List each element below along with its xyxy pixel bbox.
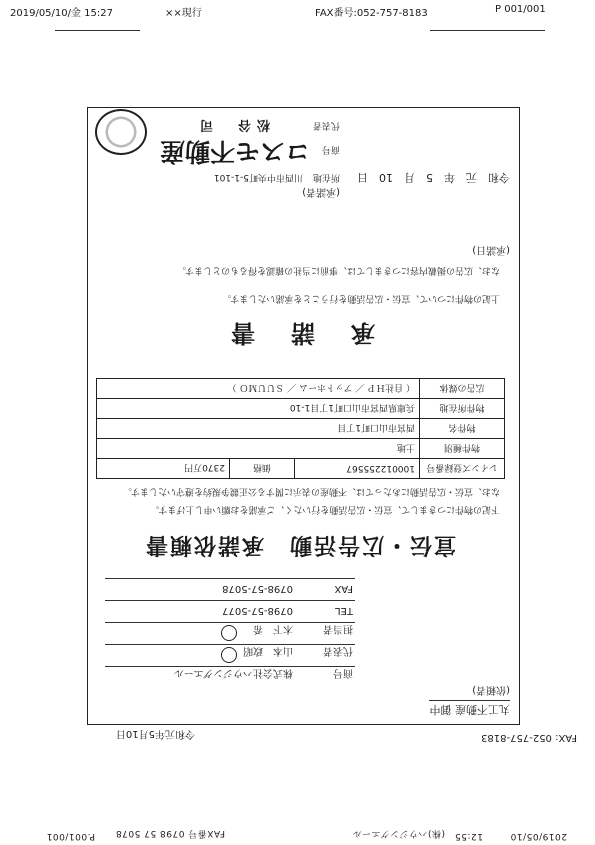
- field-value: 株式会社ハウジングエール: [173, 667, 293, 678]
- approver-address: 川西市中央町5-1-101: [213, 172, 303, 182]
- property-address-label: 物件所在地: [420, 399, 505, 419]
- property-type-label: 物件種別: [420, 439, 505, 459]
- field-label: FAX: [334, 583, 353, 594]
- request-title: 宣伝・広告活動 承諾依頼書: [144, 532, 457, 557]
- approver-representative-name: 松谷 司: [193, 117, 270, 132]
- property-name-label: 物件名: [420, 419, 505, 439]
- approval-date-heading: (承諾日): [472, 244, 510, 255]
- request-date: 令和元年5月10日: [115, 728, 195, 739]
- addressee: 丸工不動産 御中: [430, 700, 511, 718]
- requester-representative-row: [105, 644, 355, 665]
- requester-tel-row: [105, 600, 355, 621]
- sent-fax-number: FAX番号 0798 57 5078: [115, 828, 225, 838]
- property-type-value: 土地: [97, 439, 420, 459]
- table-row: [97, 399, 505, 419]
- company-seal: [95, 109, 147, 155]
- reins-number: 100012255567: [295, 459, 420, 479]
- price-value: 2370万円: [97, 459, 230, 479]
- field-label: 代表者: [323, 645, 353, 656]
- field-label: 担当者: [323, 623, 353, 634]
- requester-fax-row: [105, 578, 355, 599]
- field-value: 0798-57-5078: [222, 583, 293, 594]
- approver-address-label: 所在地: [312, 172, 340, 182]
- field-label: 商号: [333, 667, 353, 678]
- ad-media-label: 広告の媒体: [420, 379, 505, 399]
- field-value: 山本 政昭: [243, 645, 293, 656]
- approval-body: [95, 256, 500, 312]
- table-row: [97, 439, 505, 459]
- request-body-line: なお、宣伝・広告活動にあたっては、不動産の表示に関する公正競争規約を遵守いたします。: [122, 486, 500, 496]
- approver-heading: (承諾者): [302, 186, 340, 197]
- approver-representative-label: 代表者: [312, 120, 340, 130]
- table-row: [97, 379, 505, 399]
- header-underline-left: [55, 30, 140, 31]
- approval-title: 承 諾 書: [225, 319, 375, 347]
- sent-station: (株)ハウジングエール: [352, 828, 445, 838]
- request-body: [95, 482, 500, 518]
- table-row: [97, 459, 505, 479]
- contact-seal: [221, 625, 237, 641]
- representative-seal: [221, 647, 237, 663]
- approval-date: 令和 元 年 5 月 10 日: [357, 171, 510, 184]
- requester-contact-row: [105, 622, 355, 643]
- received-datetime: 2019/05/10/金 15:27: [10, 8, 114, 19]
- received-page-count: P 001/001: [495, 4, 546, 15]
- sent-date: 2019/05/10: [510, 831, 567, 841]
- price-label: 価格: [230, 459, 295, 479]
- field-value: 木下 希: [253, 623, 293, 634]
- property-address-value: 兵庫県西宮市山口町1丁目1-10: [97, 399, 420, 419]
- received-station: ××現行: [165, 8, 202, 19]
- request-body-line: 下記の物件につきまして、宣伝・広告活動を行いたく、ご承諾をお願い申し上げます。: [150, 504, 500, 514]
- field-value: 0798-57-5077: [222, 605, 293, 616]
- faxed-document: [0, 40, 595, 845]
- property-table: [96, 378, 505, 479]
- property-name-value: 西宮市山口町1丁目: [97, 419, 420, 439]
- field-label: TEL: [335, 605, 353, 616]
- ad-media-value: （ 自社ＨＰ ／ アットホーム ／ ＳＵＵＭＯ ）: [97, 379, 420, 399]
- requester-company-row: [105, 666, 355, 687]
- recipient-fax: FAX: 052-757-8183: [481, 732, 577, 743]
- sent-time: 12:55: [454, 831, 483, 841]
- approver-company-label: 商号: [321, 144, 340, 154]
- reins-label: レインズ登録番号: [420, 459, 505, 479]
- sent-page-count: P.001/001: [46, 831, 95, 841]
- table-row: [97, 419, 505, 439]
- header-underline-right: [430, 30, 545, 31]
- requester-heading: (依頼者): [472, 684, 510, 695]
- received-fax-number: FAX番号:052-757-8183: [315, 8, 428, 19]
- approver-company-name: コスモ不動産: [159, 137, 310, 166]
- approval-body-line: 上記の物件について、宣伝・広告活動を行うことを承諾いたします。: [222, 293, 500, 303]
- approval-body-line: なお、広告の掲載内容につきましては、事前に当社の確認を得るものとします。: [176, 265, 500, 275]
- received-fax-header: [0, 0, 595, 40]
